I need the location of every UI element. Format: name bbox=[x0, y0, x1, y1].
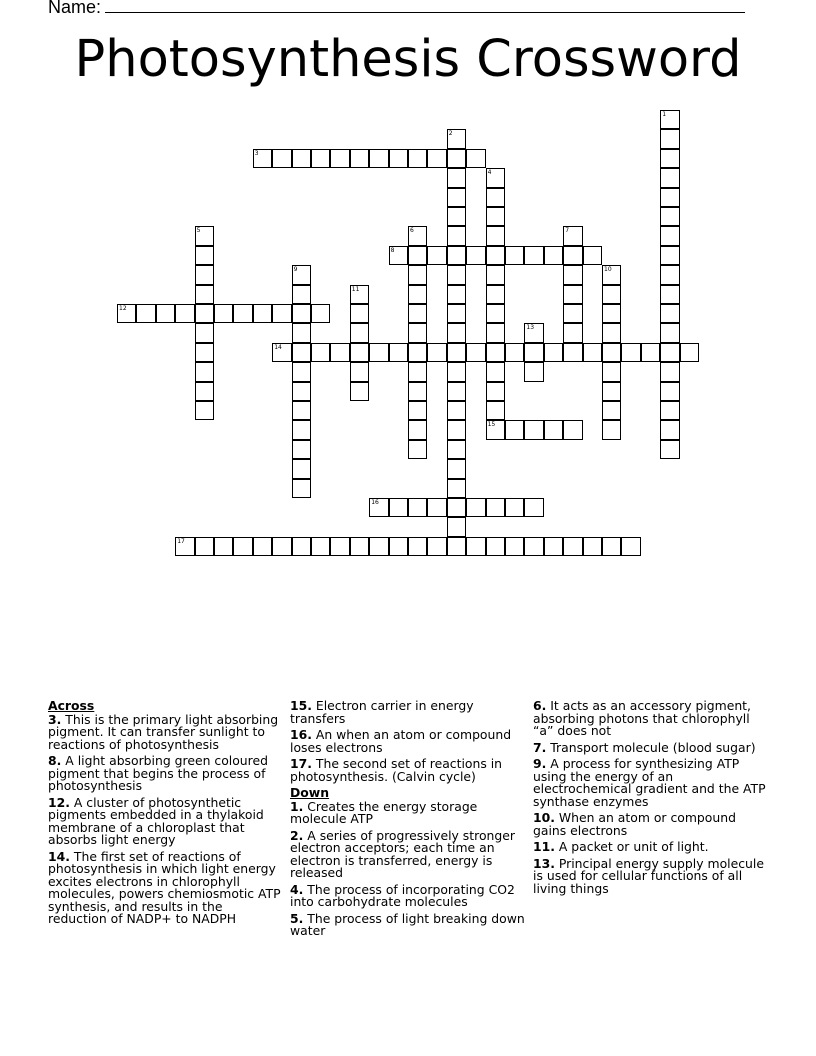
grid-cell[interactable] bbox=[660, 362, 679, 381]
clue-item-number: 17. bbox=[290, 756, 312, 771]
grid-cell[interactable] bbox=[447, 440, 466, 459]
grid-cell[interactable] bbox=[350, 323, 369, 342]
grid-cell[interactable] bbox=[466, 246, 485, 265]
clue-item-text: When an atom or compound gains electrons bbox=[533, 810, 736, 838]
clue-column-2 bbox=[290, 700, 526, 942]
clue-item bbox=[290, 729, 526, 754]
grid-cell[interactable] bbox=[563, 265, 582, 284]
clue-item-text: This is the primary light absorbing pigment. It can transfer sunlight to reactions of photosynthesis bbox=[48, 711, 279, 752]
clue-number: 14 bbox=[274, 343, 282, 351]
grid-cell[interactable] bbox=[175, 304, 194, 323]
clue-item-number: 10. bbox=[533, 810, 555, 825]
clue-number: 4 bbox=[487, 169, 492, 177]
grid-cell[interactable] bbox=[214, 304, 233, 323]
grid-cell[interactable] bbox=[602, 401, 621, 420]
grid-cell[interactable] bbox=[641, 343, 660, 362]
clue-number: 3 bbox=[254, 149, 259, 157]
grid-cell[interactable] bbox=[292, 401, 311, 420]
clue-item-number: 3. bbox=[48, 711, 62, 727]
grid-cell[interactable] bbox=[292, 265, 311, 284]
clue-column-1 bbox=[48, 700, 284, 930]
clue-item-number: 12. bbox=[48, 794, 70, 810]
grid-cell[interactable] bbox=[389, 343, 408, 362]
grid-cell[interactable] bbox=[408, 420, 427, 439]
grid-cell[interactable] bbox=[486, 362, 505, 381]
grid-cell[interactable] bbox=[311, 149, 330, 168]
grid-cell[interactable] bbox=[447, 323, 466, 342]
grid-cell[interactable] bbox=[350, 362, 369, 381]
grid-cell[interactable] bbox=[156, 304, 175, 323]
grid-cell[interactable] bbox=[350, 304, 369, 323]
grid-cell[interactable] bbox=[195, 323, 214, 342]
grid-cell[interactable] bbox=[602, 362, 621, 381]
grid-cell[interactable] bbox=[408, 285, 427, 304]
grid-cell[interactable] bbox=[524, 498, 543, 517]
grid-cell[interactable] bbox=[524, 246, 543, 265]
grid-cell[interactable] bbox=[408, 246, 427, 265]
down-heading: Down bbox=[290, 785, 330, 800]
grid-cell[interactable] bbox=[486, 343, 505, 362]
grid-cell[interactable] bbox=[660, 129, 679, 148]
clue-item-text: The process of light breaking down water bbox=[290, 910, 525, 938]
grid-cell[interactable] bbox=[195, 382, 214, 401]
grid-cell[interactable] bbox=[544, 537, 563, 556]
name-label: Name: bbox=[48, 0, 102, 17]
grid-cell[interactable] bbox=[563, 285, 582, 304]
grid-cell[interactable] bbox=[408, 362, 427, 381]
clue-number: 11 bbox=[351, 285, 360, 293]
grid-cell[interactable] bbox=[447, 149, 466, 168]
grid-cell[interactable] bbox=[408, 343, 427, 362]
grid-cell[interactable] bbox=[486, 420, 505, 439]
grid-cell[interactable] bbox=[408, 382, 427, 401]
grid-cell[interactable] bbox=[544, 420, 563, 439]
grid-cell[interactable] bbox=[602, 537, 621, 556]
grid-cell[interactable] bbox=[292, 323, 311, 342]
grid-cell[interactable] bbox=[602, 382, 621, 401]
grid-cell[interactable] bbox=[563, 537, 582, 556]
grid-cell[interactable] bbox=[544, 246, 563, 265]
grid-cell[interactable] bbox=[563, 323, 582, 342]
across-heading: Across bbox=[48, 698, 95, 713]
grid-cell[interactable] bbox=[272, 343, 291, 362]
grid-cell[interactable] bbox=[505, 537, 524, 556]
grid-cell[interactable] bbox=[466, 537, 485, 556]
grid-cell[interactable] bbox=[486, 207, 505, 226]
grid-cell[interactable] bbox=[350, 382, 369, 401]
clue-item-number: 16. bbox=[290, 727, 312, 742]
clue-item bbox=[48, 848, 284, 926]
grid-cell[interactable] bbox=[524, 537, 543, 556]
grid-cell[interactable] bbox=[447, 207, 466, 226]
clue-item-text: The second set of reactions in photosynthesis. (Calvin cycle) bbox=[290, 756, 503, 784]
grid-cell[interactable] bbox=[486, 401, 505, 420]
clue-item bbox=[290, 881, 526, 909]
grid-cell[interactable] bbox=[195, 537, 214, 556]
grid-cell[interactable] bbox=[350, 149, 369, 168]
grid-cell[interactable] bbox=[408, 440, 427, 459]
grid-cell[interactable] bbox=[505, 420, 524, 439]
grid-cell[interactable] bbox=[195, 265, 214, 284]
grid-cell[interactable] bbox=[486, 498, 505, 517]
clue-item-text: A process for synthesizing ATP using the energy of an electrochemical gradient and the ATP synthase enzymes bbox=[533, 756, 766, 809]
grid-cell[interactable] bbox=[486, 304, 505, 323]
clue-number: 9 bbox=[293, 266, 298, 274]
grid-cell[interactable] bbox=[660, 440, 679, 459]
grid-cell[interactable] bbox=[505, 498, 524, 517]
clue-item-text: The first set of reactions of photosynthesis in which light energy excites electrons in chlorophyll molecules, powers chemiosmotic ATP synthesis, and results in the reduction of NADP+ to NADPH bbox=[48, 848, 281, 926]
grid-cell[interactable] bbox=[408, 265, 427, 284]
grid-cell[interactable] bbox=[292, 440, 311, 459]
clue-item-text: An when an atom or compound loses electrons bbox=[290, 727, 512, 755]
grid-cell[interactable] bbox=[292, 537, 311, 556]
grid-cell[interactable] bbox=[660, 304, 679, 323]
clue-item-text: Creates the energy storage molecule ATP bbox=[290, 798, 478, 826]
grid-cell[interactable] bbox=[292, 459, 311, 478]
clue-item-number: 6. bbox=[533, 698, 547, 713]
grid-cell[interactable] bbox=[660, 168, 679, 187]
grid-cell[interactable] bbox=[408, 149, 427, 168]
grid-cell[interactable] bbox=[195, 401, 214, 420]
clue-item-number: 11. bbox=[533, 839, 555, 854]
clue-item-number: 15. bbox=[290, 698, 312, 713]
grid-cell[interactable] bbox=[330, 343, 349, 362]
clue-number: 7 bbox=[565, 227, 570, 235]
grid-cell[interactable] bbox=[311, 537, 330, 556]
grid-cell[interactable] bbox=[583, 343, 602, 362]
grid-cell[interactable] bbox=[136, 304, 155, 323]
clue-item-number: 2. bbox=[290, 827, 304, 843]
clue-item bbox=[533, 739, 769, 755]
grid-cell[interactable] bbox=[544, 343, 563, 362]
grid-cell[interactable] bbox=[447, 401, 466, 420]
grid-cell[interactable] bbox=[427, 537, 446, 556]
clue-number: 2 bbox=[448, 130, 453, 138]
clue-item bbox=[48, 794, 284, 847]
grid-cell[interactable] bbox=[486, 188, 505, 207]
clue-item-number: 5. bbox=[290, 910, 304, 926]
grid-cell[interactable] bbox=[447, 420, 466, 439]
clue-item bbox=[290, 910, 526, 938]
grid-cell[interactable] bbox=[389, 498, 408, 517]
grid-cell[interactable] bbox=[524, 343, 543, 362]
clue-number: 1 bbox=[662, 111, 667, 118]
grid-cell[interactable] bbox=[486, 246, 505, 265]
clue-item bbox=[290, 827, 526, 880]
grid-cell[interactable] bbox=[311, 304, 330, 323]
grid-cell[interactable] bbox=[389, 149, 408, 168]
grid-cell[interactable] bbox=[292, 420, 311, 439]
grid-cell[interactable] bbox=[486, 382, 505, 401]
grid-cell[interactable] bbox=[486, 285, 505, 304]
grid-cell[interactable] bbox=[447, 226, 466, 245]
grid-cell[interactable] bbox=[486, 226, 505, 245]
clue-number: 5 bbox=[196, 227, 201, 235]
grid-cell[interactable] bbox=[486, 323, 505, 342]
clue-item bbox=[533, 855, 769, 896]
grid-cell[interactable] bbox=[195, 285, 214, 304]
grid-cell[interactable] bbox=[253, 304, 272, 323]
grid-cell[interactable] bbox=[389, 246, 408, 265]
grid-cell[interactable] bbox=[466, 149, 485, 168]
grid-cell[interactable] bbox=[602, 304, 621, 323]
grid-cell[interactable] bbox=[447, 479, 466, 498]
grid-cell[interactable] bbox=[369, 343, 388, 362]
grid-cell[interactable] bbox=[660, 246, 679, 265]
grid-cell[interactable] bbox=[292, 304, 311, 323]
grid-cell[interactable] bbox=[447, 246, 466, 265]
grid-cell[interactable] bbox=[660, 382, 679, 401]
grid-cell[interactable] bbox=[660, 226, 679, 245]
grid-cell[interactable] bbox=[660, 149, 679, 168]
grid-cell[interactable] bbox=[486, 168, 505, 187]
grid-cell[interactable] bbox=[272, 304, 291, 323]
grid-cell[interactable] bbox=[369, 498, 388, 517]
clue-number: 13 bbox=[526, 324, 535, 332]
grid-cell[interactable] bbox=[524, 362, 543, 381]
grid-cell[interactable] bbox=[447, 304, 466, 323]
grid-cell[interactable] bbox=[408, 226, 427, 245]
grid-cell[interactable] bbox=[350, 343, 369, 362]
across-clue-list bbox=[48, 711, 284, 926]
grid-cell[interactable] bbox=[292, 285, 311, 304]
grid-cell[interactable] bbox=[602, 323, 621, 342]
grid-cell[interactable] bbox=[602, 285, 621, 304]
grid-cell[interactable] bbox=[466, 343, 485, 362]
clue-item bbox=[48, 755, 284, 793]
grid-cell[interactable] bbox=[447, 537, 466, 556]
grid-cell[interactable] bbox=[330, 537, 349, 556]
grid-cell[interactable] bbox=[447, 168, 466, 187]
grid-cell[interactable] bbox=[408, 323, 427, 342]
clue-item-text: It acts as an accessory pigment, absorbing photons that chlorophyll “a” does not bbox=[533, 698, 751, 738]
grid-cell[interactable] bbox=[563, 304, 582, 323]
grid-cell[interactable] bbox=[195, 226, 214, 245]
grid-cell[interactable] bbox=[447, 188, 466, 207]
clue-number: 12 bbox=[119, 305, 127, 312]
grid-cell[interactable] bbox=[447, 382, 466, 401]
clue-item-text: A light absorbing green coloured pigment that begins the process of photosynthesis bbox=[48, 753, 268, 793]
grid-cell[interactable] bbox=[117, 304, 136, 323]
clue-item bbox=[533, 841, 769, 854]
clue-item-number: 13. bbox=[533, 855, 555, 871]
grid-cell[interactable] bbox=[408, 537, 427, 556]
grid-cell[interactable] bbox=[292, 149, 311, 168]
grid-cell[interactable] bbox=[660, 323, 679, 342]
grid-cell[interactable] bbox=[427, 246, 446, 265]
clue-number: 6 bbox=[410, 227, 414, 235]
grid-cell[interactable] bbox=[563, 246, 582, 265]
clue-item-number: 7. bbox=[533, 739, 547, 755]
clue-number: 8 bbox=[390, 246, 395, 254]
grid-cell[interactable] bbox=[563, 226, 582, 245]
grid-cell[interactable] bbox=[563, 343, 582, 362]
grid-cell[interactable] bbox=[583, 246, 602, 265]
grid-cell[interactable] bbox=[583, 537, 602, 556]
grid-cell[interactable] bbox=[660, 343, 679, 362]
grid-cell[interactable] bbox=[660, 420, 679, 439]
grid-cell[interactable] bbox=[447, 498, 466, 517]
clue-number: 17 bbox=[177, 537, 185, 545]
clue-item-number: 14. bbox=[48, 848, 70, 864]
grid-cell[interactable] bbox=[350, 537, 369, 556]
grid-cell[interactable] bbox=[350, 285, 369, 304]
grid-cell[interactable] bbox=[447, 459, 466, 478]
grid-cell[interactable] bbox=[447, 285, 466, 304]
clue-item-text: The process of incorporating CO2 into carbohydrate molecules bbox=[290, 881, 515, 909]
grid-cell[interactable] bbox=[466, 498, 485, 517]
grid-cell[interactable] bbox=[680, 343, 699, 362]
clue-item bbox=[290, 700, 526, 725]
clue-item bbox=[533, 700, 769, 738]
grid-cell[interactable] bbox=[389, 537, 408, 556]
grid-cell[interactable] bbox=[660, 207, 679, 226]
grid-cell[interactable] bbox=[602, 420, 621, 439]
grid-cell[interactable] bbox=[563, 420, 582, 439]
grid-cell[interactable] bbox=[195, 304, 214, 323]
page-title: Photosynthesis Crossword bbox=[74, 30, 742, 89]
grid-cell[interactable] bbox=[195, 343, 214, 362]
clue-item bbox=[533, 758, 769, 808]
clue-item-number: 4. bbox=[290, 881, 304, 897]
grid-cell[interactable] bbox=[447, 517, 466, 536]
grid-cell[interactable] bbox=[195, 362, 214, 381]
clue-item bbox=[48, 711, 284, 752]
grid-cell[interactable] bbox=[447, 129, 466, 148]
grid-cell[interactable] bbox=[486, 265, 505, 284]
clue-item-text: Electron carrier in energy transfers bbox=[290, 698, 474, 726]
grid-cell[interactable] bbox=[660, 265, 679, 284]
grid-cell[interactable] bbox=[292, 343, 311, 362]
grid-cell[interactable] bbox=[175, 537, 194, 556]
grid-cell[interactable] bbox=[311, 343, 330, 362]
grid-cell[interactable] bbox=[505, 343, 524, 362]
grid-cell[interactable] bbox=[621, 343, 640, 362]
clue-item-text: A cluster of photosynthetic pigments embedded in a thylakoid membrane of a chloroplast that absorbs light energy bbox=[48, 794, 264, 847]
grid-cell[interactable] bbox=[427, 498, 446, 517]
grid-cell[interactable] bbox=[408, 304, 427, 323]
clue-item-text: A packet or unit of light. bbox=[554, 839, 709, 854]
grid-cell[interactable] bbox=[272, 537, 291, 556]
grid-cell[interactable] bbox=[427, 149, 446, 168]
grid-cell[interactable] bbox=[292, 382, 311, 401]
grid-cell[interactable] bbox=[369, 537, 388, 556]
grid-cell[interactable] bbox=[214, 537, 233, 556]
grid-cell[interactable] bbox=[233, 304, 252, 323]
grid-cell[interactable] bbox=[233, 537, 252, 556]
clue-number: 10 bbox=[604, 266, 612, 274]
grid-cell[interactable] bbox=[447, 265, 466, 284]
grid-cell[interactable] bbox=[447, 343, 466, 362]
clue-item-number: 9. bbox=[533, 756, 547, 771]
grid-cell[interactable] bbox=[660, 285, 679, 304]
grid-cell[interactable] bbox=[602, 265, 621, 284]
grid-cell[interactable] bbox=[408, 401, 427, 420]
clue-item-number: 8. bbox=[48, 753, 62, 768]
down-clue-list-continued bbox=[533, 700, 769, 895]
clue-item bbox=[290, 798, 526, 826]
grid-cell[interactable] bbox=[292, 362, 311, 381]
grid-cell[interactable] bbox=[195, 246, 214, 265]
grid-cell[interactable] bbox=[486, 537, 505, 556]
clue-item-text: A series of progressively stronger electron acceptors; each time an electron is transferred, energy is released bbox=[290, 827, 515, 880]
clue-item-text: Principal energy supply molecule is used for cellular functions of all living things bbox=[533, 855, 764, 896]
grid-cell[interactable] bbox=[660, 188, 679, 207]
clue-item bbox=[533, 812, 769, 837]
grid-cell[interactable] bbox=[253, 537, 272, 556]
down-clue-list bbox=[290, 798, 526, 938]
grid-cell[interactable] bbox=[621, 537, 640, 556]
grid-cell[interactable] bbox=[330, 149, 349, 168]
grid-cell[interactable] bbox=[427, 343, 446, 362]
across-clue-list-continued bbox=[290, 700, 526, 783]
grid-cell[interactable] bbox=[253, 149, 272, 168]
grid-cell[interactable] bbox=[660, 401, 679, 420]
grid-cell[interactable] bbox=[369, 149, 388, 168]
grid-cell[interactable] bbox=[408, 498, 427, 517]
grid-cell[interactable] bbox=[292, 479, 311, 498]
clue-item bbox=[290, 758, 526, 783]
grid-cell[interactable] bbox=[447, 362, 466, 381]
grid-cell[interactable] bbox=[660, 110, 679, 129]
clue-number: 15 bbox=[487, 421, 496, 429]
grid-cell[interactable] bbox=[272, 149, 291, 168]
grid-cell[interactable] bbox=[505, 246, 524, 265]
clue-number: 16 bbox=[371, 499, 379, 506]
grid-cell[interactable] bbox=[524, 420, 543, 439]
grid-cell[interactable] bbox=[524, 323, 543, 342]
grid-cell[interactable] bbox=[602, 343, 621, 362]
clue-item-number: 1. bbox=[290, 798, 304, 814]
clue-item-text: Transport molecule (blood sugar) bbox=[546, 739, 756, 755]
clue-column-3 bbox=[533, 700, 769, 899]
